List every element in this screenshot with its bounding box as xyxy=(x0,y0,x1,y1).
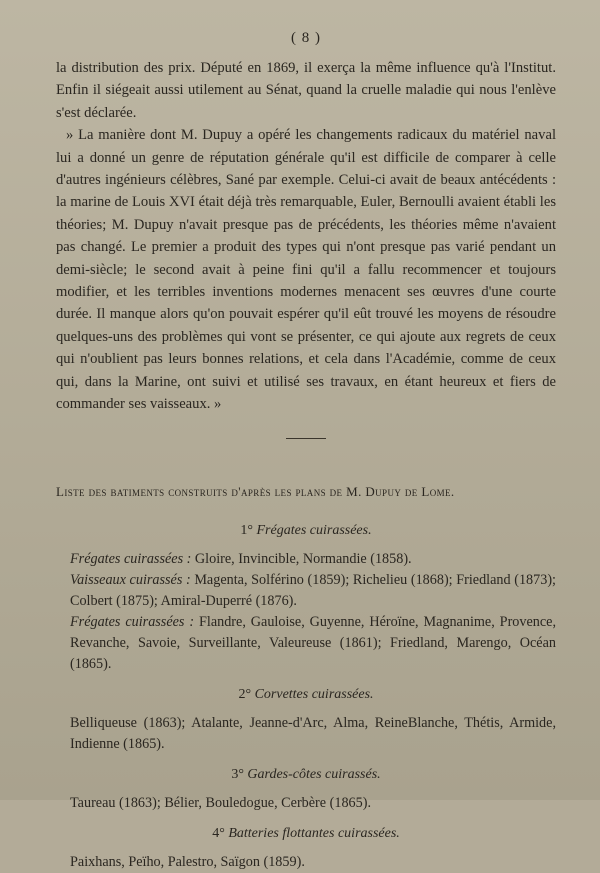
list-entry xyxy=(56,570,556,612)
divider xyxy=(286,438,326,439)
section-number: 3° xyxy=(231,766,244,782)
section-heading xyxy=(56,765,556,785)
section-title: Batteries flottantes cuirassées. xyxy=(228,825,400,841)
entry-text: Taureau (1863); Bélier, Bouledogue, Cerbère (1865). xyxy=(70,794,371,811)
paragraph: la distribution des prix. Député en 1869, il exerça la même influence qu'à l'Institut. Enfin il siégeait aussi utilement au Sénat, quand la cruelle maladie qui nous l'enlève s'est déclarée. xyxy=(56,60,556,121)
section-number: 2° xyxy=(238,686,252,702)
page-number: ( 8 ) xyxy=(291,30,321,46)
section-number: 1° xyxy=(240,522,253,538)
section-heading xyxy=(56,521,556,541)
entry-category: Vaisseaux cuirassés : xyxy=(70,571,191,588)
list-entry xyxy=(56,713,556,755)
list-title: Liste des batiments construits d'après les plans de M. Dupuy de Lome. xyxy=(56,483,455,499)
list-entry xyxy=(56,852,556,873)
entry-text: Gloire, Invincible, Normandie (1858). xyxy=(194,550,412,567)
entry-text: Belliqueuse (1863); Atalante, Jeanne-d'Arc, Alma, ReineBlanche, Thétis, Armide, Indienne (1865). xyxy=(70,714,556,752)
list-entry xyxy=(56,612,556,675)
entry-text: Magenta, Solférino (1859); Richelieu (1868); Friedland (1873); Colbert (1875); Amiral-Duperré (1876). xyxy=(70,571,556,609)
list-entry xyxy=(56,549,556,570)
section-heading xyxy=(56,824,556,844)
entry-text: Flandre, Gauloise, Guyenne, Héroïne, Magnanime, Provence, Revanche, Savoie, Surveillante, Valeureuse (1861); Friedland, Marengo, Océan (1865). xyxy=(70,613,557,672)
paragraph: » La manière dont M. Dupuy a opéré les changements radicaux du matériel naval lui a donné un genre de réputation générale qu'il est difficile de comparer à celle d'autres ingénieurs célèbres, Sané par exemple. Celui-ci avait de beaux antécédents : la marine de Louis XVI était déjà très remarquable, Euler, Bernoulli avaient établi les théories; M. Dupuy n'avait presque pas de précédents, les théories même n'avaient pas changé. Le premier a produit des types qui n'ont presque pas varié pendant un demi-siècle; le second avait à peine fini qu'il a fallu recommencer et toujours modifier, et les terribles inventions modernes menacent ses œuvres d'une courte durée. Il manque alors qu'on pouvait espérer qu'il eût trouvé les moyens de résoudre quelques-uns des problèmes qui vont se présenter, ce qui ajoute aux regrets de ceux qui n'oublient pas leurs bonnes relations, et cela dans l'Académie, comme de ceux qui, dans la Marine, ont suivi et utilisé ses travaux, en étant heureux et fiers de commander ses vaisseaux. » xyxy=(56,127,556,413)
section-title: Gardes-côtes cuirassés. xyxy=(247,766,381,782)
section-title: Frégates cuirassées. xyxy=(256,522,372,538)
body-text xyxy=(56,57,556,416)
entry-category: Frégates cuirassées : xyxy=(70,550,192,567)
section-title: Corvettes cuirassées. xyxy=(254,686,374,702)
entry-text: Paixhans, Peïho, Palestro, Saïgon (1859). xyxy=(70,853,305,870)
section-heading xyxy=(56,685,556,705)
list-entry xyxy=(56,793,556,814)
entry-category: Frégates cuirassées : xyxy=(70,613,195,630)
section-number: 4° xyxy=(212,825,225,841)
